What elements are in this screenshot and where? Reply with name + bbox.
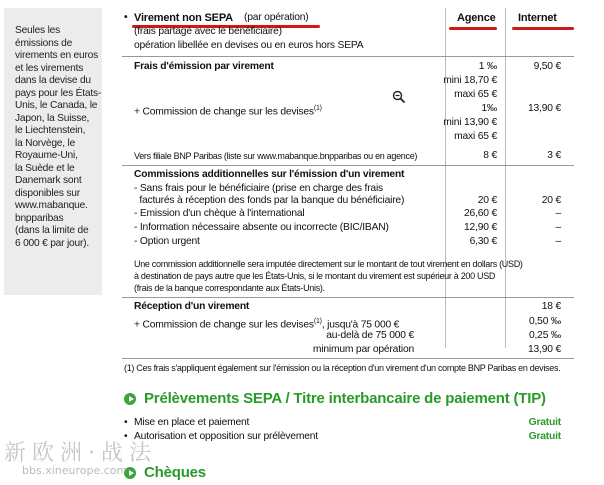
commission-item-agence: 20 € bbox=[477, 195, 497, 206]
sidenote-line: pays pour les États- bbox=[15, 87, 102, 99]
filiale-agence: 8 € bbox=[483, 150, 497, 161]
sidenote-line: et les virements bbox=[15, 62, 84, 74]
col-agence: Agence bbox=[457, 12, 496, 24]
sidenote-line: Seules les bbox=[15, 25, 61, 36]
sidenote-line: Royaume-Uni, bbox=[15, 150, 78, 161]
commission-change-internet: 13,90 € bbox=[528, 103, 561, 114]
commission-item-label: - Sans frais pour le bénéficiaire (prise en charge des frais bbox=[134, 183, 383, 194]
frais-emission-maxi: maxi 65 € bbox=[454, 89, 497, 100]
sidenote-line: dans la devise du bbox=[15, 75, 91, 86]
commission-item-agence: 26,60 € bbox=[464, 208, 497, 219]
sidenote-line: www.mabanque. bbox=[15, 200, 88, 211]
commissions-note-1: Une commission additionnelle sera imputée directement sur le montant de tout virement en dollars (USD) bbox=[134, 259, 523, 269]
sidenote-line: la Suède et le bbox=[15, 162, 75, 174]
commission-item-label: - Information nécessaire absente ou incorrecte (BIC/IBAN) bbox=[134, 222, 389, 233]
commission-item-internet: – bbox=[555, 208, 561, 219]
frais-emission-agence-rate: 1 ‰ bbox=[478, 61, 497, 72]
reception-minimum-value: 13,90 € bbox=[528, 344, 561, 355]
bullet: • bbox=[124, 12, 128, 23]
reception-value: 18 € bbox=[541, 301, 561, 312]
red-underline-agence bbox=[449, 27, 497, 30]
commission-item-label: - Option urgent bbox=[134, 236, 200, 247]
commission-item-label: - Emission d'un chèque à l'international bbox=[134, 208, 305, 219]
divider bbox=[122, 56, 574, 57]
sidenote-line: Japon, la Suisse, bbox=[15, 112, 90, 124]
reception-title: Réception d'un virement bbox=[134, 301, 250, 312]
commission-item-label: facturés à réception des fonds par la banque du bénéficiaire) bbox=[134, 195, 405, 206]
bullet: • bbox=[124, 417, 128, 428]
commission-item-agence: 12,90 € bbox=[464, 222, 497, 233]
commission-change-maxi: maxi 65 € bbox=[454, 131, 497, 142]
commission-change-label: + Commission de change sur les devises$^{(1)}$ bbox=[134, 105, 322, 118]
commission-change-rate: 1‰ bbox=[481, 103, 497, 114]
commission-item-internet: – bbox=[555, 222, 561, 233]
frais-emission-internet: 9,50 € bbox=[533, 61, 561, 72]
prelevements-title: Prélèvements SEPA / Titre interbancaire de paiement (TIP) bbox=[144, 390, 546, 407]
reception-commission-label: + Commission de change sur les devises$^{(1)}$, jusqu'à 75 000 € bbox=[134, 318, 400, 331]
prelevement-item-value: Gratuit bbox=[528, 431, 561, 442]
virement-title-suffix: (par opération) bbox=[244, 12, 309, 23]
reception-minimum-label: minimum par opération bbox=[312, 344, 414, 355]
divider bbox=[122, 358, 574, 359]
virement-title: Virement non SEPA bbox=[134, 12, 233, 24]
commission-change-mini: mini 13,90 € bbox=[443, 117, 497, 128]
sidenote-line: bnpparibas bbox=[15, 212, 64, 224]
reception-audela-value: 0,25 ‰ bbox=[529, 330, 561, 341]
sidenote-line: disponibles sur bbox=[15, 187, 80, 199]
commission-item-agence: 6,30 € bbox=[469, 236, 497, 247]
watermark bbox=[4, 436, 157, 477]
sidenote-line: émissions de bbox=[15, 37, 73, 49]
divider bbox=[122, 165, 574, 166]
commissions-note-2: à destination de pays autre que les États-Unis, si le montant du virement est supérieur à 200 USD bbox=[134, 271, 496, 281]
sidenote-line: 6 000 € par jour). bbox=[15, 237, 89, 249]
filiale-internet: 3 € bbox=[547, 150, 561, 161]
commissions-note-3: (frais de la banque correspondante aux États-Unis). bbox=[134, 283, 325, 293]
footnote: (1) Ces frais s'appliquent également sur l'émission ou la réception d'un virement d'un compte BNP Paribas en devises. bbox=[124, 363, 561, 373]
frais-emission-label: Frais d'émission par virement bbox=[134, 61, 274, 72]
commission-item-internet: – bbox=[555, 236, 561, 247]
sidenote-line: virements en euros bbox=[15, 50, 99, 61]
red-underline-internet bbox=[512, 27, 574, 30]
prelevement-item-label: Autorisation et opposition sur prélèvement bbox=[134, 431, 318, 442]
watermark-main: 新欧洲·战法 bbox=[4, 441, 157, 466]
sidenote-line: (dans la limite de bbox=[15, 225, 89, 236]
reception-commission-value: 0,50 ‰ bbox=[529, 316, 561, 327]
zoom-icon[interactable] bbox=[392, 90, 406, 104]
virement-subtitle-1: (frais partagé avec le bénéficiaire) bbox=[134, 26, 282, 37]
sidenote-line: la Norvège, le bbox=[15, 137, 76, 149]
prelevement-item-value: Gratuit bbox=[528, 417, 561, 428]
prelevement-item-label: Mise en place et paiement bbox=[134, 417, 250, 428]
sidenote bbox=[4, 8, 102, 295]
commission-item-internet: 20 € bbox=[541, 195, 561, 206]
commissions-title: Commissions additionnelles sur l'émission d'un virement bbox=[134, 169, 405, 180]
col-internet: Internet bbox=[518, 12, 557, 24]
sidenote-line: Unis, le Canada, le bbox=[15, 100, 98, 111]
sidenote-line: le Liechtenstein, bbox=[15, 125, 86, 136]
play-circle-icon bbox=[124, 393, 136, 405]
cheques-title: Chèques bbox=[144, 464, 206, 481]
virement-subtitle-2: opération libellée en devises ou en euros hors SEPA bbox=[134, 40, 364, 51]
frais-emission-mini: mini 18,70 € bbox=[443, 75, 497, 86]
sidenote-line: Danemark sont bbox=[15, 175, 82, 186]
bullet: • bbox=[124, 431, 128, 442]
watermark-url: bbs.xineurope.com bbox=[22, 464, 128, 477]
reception-audela-label: au-delà de 75 000 € bbox=[326, 330, 414, 341]
filiale-label: Vers filiale BNP Paribas (liste sur www.mabanque.bnpparibas ou en agence) bbox=[134, 151, 418, 161]
divider bbox=[122, 297, 574, 298]
